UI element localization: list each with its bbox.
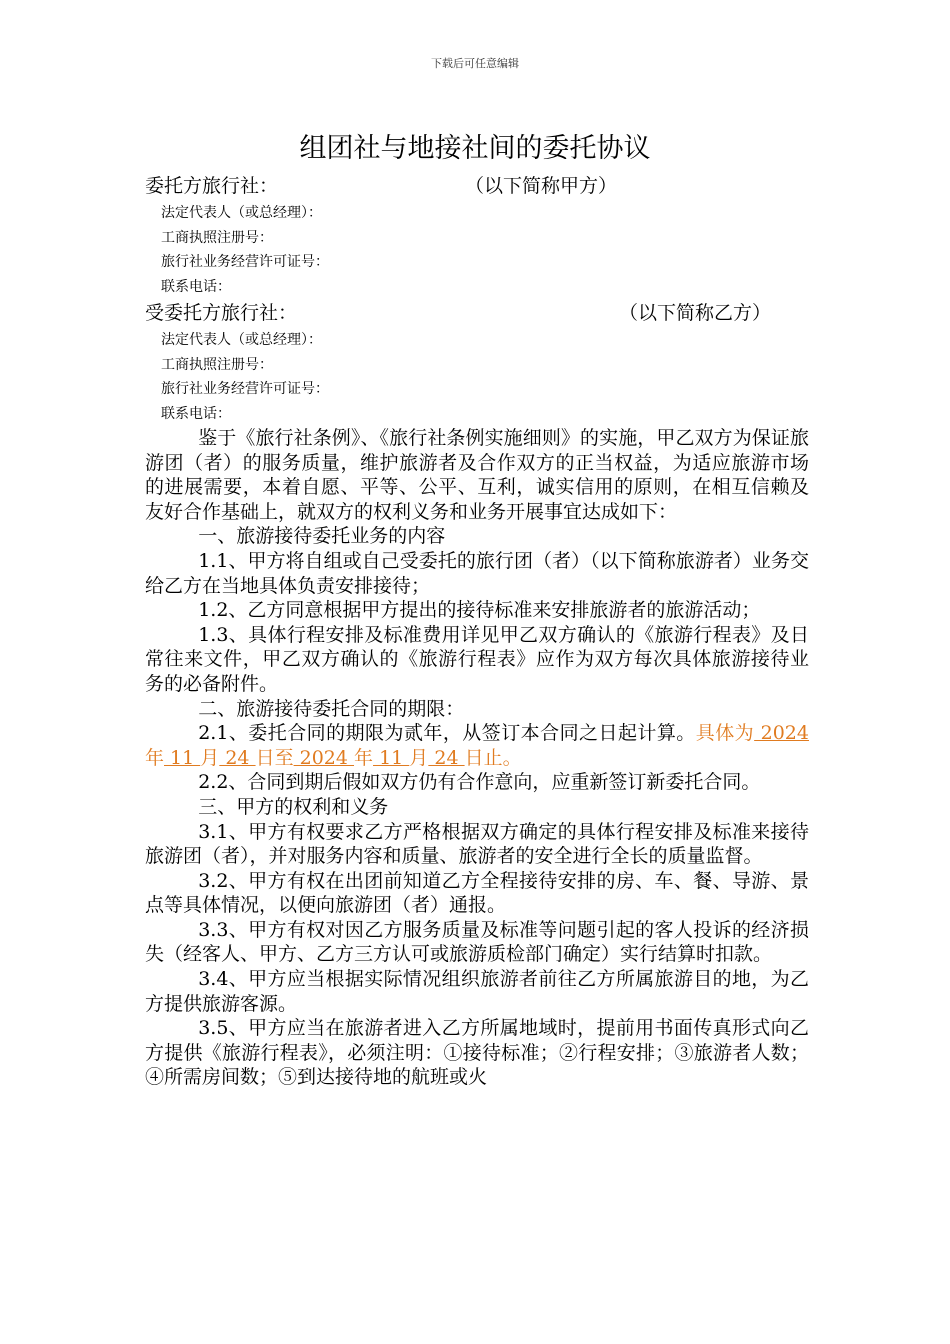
end-year: 2024 bbox=[293, 746, 355, 769]
clause-1-2: 1.2、乙方同意根据甲方提出的接待标准来安排旅游者的旅游活动； bbox=[198, 599, 761, 622]
to-word: 日至 bbox=[255, 746, 294, 769]
section-2-heading: 二、旅游接待委托合同的期限： bbox=[198, 697, 465, 720]
clause-2-1-text: 2.1、委托合同的期限为贰年，从签订本合同之日起计算。 bbox=[198, 722, 696, 745]
party-b-legal-rep: 法定代表人（或总经理）： bbox=[161, 332, 322, 348]
party-a-phone: 联系电话： bbox=[161, 278, 231, 295]
clause-1-3: 1.3、具体行程安排及标准费用详见甲乙双方确认的《旅游行程表》及日常往来文件，甲乙双方确认的《旅游行程表》应作为双方每次具体旅游接待业务的必备附件。 bbox=[145, 623, 809, 695]
period-prefix: 具体为 bbox=[695, 722, 755, 745]
party-b-license-no: 工商执照注册号： bbox=[161, 356, 273, 373]
party-a-alias: （以下简称甲方） bbox=[465, 175, 618, 197]
party-a-license-no: 工商执照注册号： bbox=[161, 229, 273, 246]
party-a-label: 委托方旅行社： bbox=[145, 175, 279, 197]
start-year-word: 年 bbox=[145, 746, 165, 769]
clause-1-1: 1.1、甲方将自组或自己受委托的旅行团（者）（以下简称旅游者）业务交给乙方在当地具体负责安排接待； bbox=[145, 549, 809, 597]
clause-2-2: 2.2、合同到期后假如双方仍有合作意向，应重新签订新委托合同。 bbox=[198, 771, 761, 794]
section-3-heading: 三、甲方的权利和义务 bbox=[198, 795, 389, 818]
start-month: 11 bbox=[164, 746, 201, 769]
clause-3-5: 3.5、甲方应当在旅游者进入乙方所属地域时，提前用书面传真形式向乙方提供《旅游行程表》，必须注明：①接待标准；②行程安排；③旅游者人数；④所需房间数；⑤到达接待地的航班或火 bbox=[145, 1017, 809, 1089]
document-body bbox=[145, 172, 809, 1090]
party-a-legal-rep: 法定代表人（或总经理）： bbox=[161, 205, 322, 221]
start-year: 2024 bbox=[754, 722, 809, 745]
clause-2-1 bbox=[145, 721, 809, 770]
clause-3-2: 3.2、甲方有权在出团前知道乙方全程接待安排的房、车、餐、导游、景点等具体情况，以便向旅游团（者）通报。 bbox=[145, 869, 809, 917]
clause-3-3: 3.3、甲方有权对因乙方服务质量及标准等问题引起的客人投诉的经济损失（经客人、甲方、乙方三方认可或旅游质检部门确定）实行结算时扣款。 bbox=[145, 918, 809, 966]
document-title: 组团社与地接社间的委托协议 bbox=[299, 133, 651, 164]
section-1-heading: 一、旅游接待委托业务的内容 bbox=[198, 525, 446, 548]
clause-3-4: 3.4、甲方应当根据实际情况组织旅游者前往乙方所属旅游目的地，为乙方提供旅游客源。 bbox=[145, 968, 809, 1015]
end-month-word: 月 bbox=[409, 746, 429, 769]
end-day: 24 bbox=[428, 746, 465, 769]
party-a-permit-no: 旅行社业务经营许可证号： bbox=[161, 254, 329, 270]
start-month-word: 月 bbox=[200, 746, 220, 769]
intro-paragraph: 鉴于《旅行社条例》、《旅行社条例实施细则》的实施，甲乙双方为保证旅游团（者）的服务质量，维护旅游者及合作双方的正当权益，为适应旅游市场的进展需要，本着自愿、平等、公平、互利，诚实信用的原则，在相互信赖及友好合作基础上，就双方的权利义务和业务开展事宜达成如下： bbox=[145, 427, 809, 523]
party-b-phone: 联系电话： bbox=[161, 405, 231, 422]
party-b-permit-no: 旅行社业务经营许可证号： bbox=[161, 381, 329, 397]
party-b-line bbox=[145, 299, 809, 328]
end-month: 11 bbox=[373, 746, 410, 769]
header-note: 下载后可任意编辑 bbox=[431, 57, 519, 70]
party-b-alias: （以下简称乙方） bbox=[619, 302, 772, 324]
party-b-label: 受委托方旅行社： bbox=[145, 302, 298, 324]
end-word: 日止。 bbox=[464, 746, 522, 769]
end-year-word: 年 bbox=[354, 746, 374, 769]
party-a-line bbox=[145, 172, 809, 201]
start-day: 24 bbox=[219, 746, 256, 769]
clause-3-1: 3.1、甲方有权要求乙方严格根据双方确定的具体行程安排及标准来接待旅游团（者），并对服务内容和质量、旅游者的安全进行全长的质量监督。 bbox=[145, 820, 809, 868]
